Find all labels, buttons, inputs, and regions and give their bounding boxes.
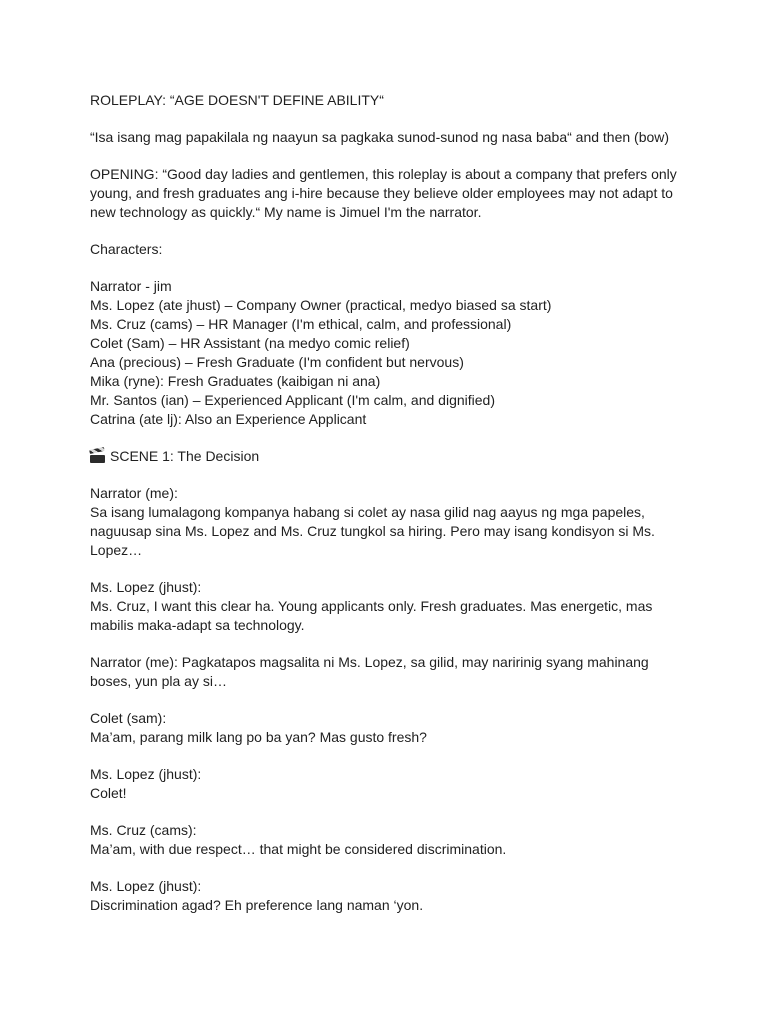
dialogue-block [90,709,730,747]
speaker-label: Narrator (me): [90,485,178,501]
character-item: Ms. Lopez (ate jhust) – Company Owner (practical, medyo biased sa start) [90,297,552,313]
dialogue-line: Ms. Cruz, I want this clear ha. Young applicants only. Fresh graduates. Mas energetic, mas [90,598,653,614]
dialogue-block [90,765,730,803]
scene-title: SCENE 1: The Decision [110,448,260,464]
dialogue-block [90,821,730,859]
dialogue-line: Sa isang lumalagong kompanya habang si colet ay nasa gilid nag aayus ng mga papeles, [90,504,645,520]
document-page [90,91,730,933]
opening-line: OPENING: “Good day ladies and gentlemen, this roleplay is about a company that prefers only [90,166,677,182]
clapperboard-icon [90,450,105,463]
speaker-label: Ms. Lopez (jhust): [90,579,202,595]
speaker-label: Colet (sam): [90,710,167,726]
document-title [90,91,730,110]
scene-heading [90,447,730,466]
characters-heading-text: Characters: [90,241,163,257]
dialogue-block [90,877,730,915]
intro-text: “Isa isang mag papakilala ng naayun sa pagkaka sunod-sunod ng nasa baba“ and then (bow) [90,129,670,145]
dialogue-block [90,484,730,560]
speaker-label: Ms. Lopez (jhust): [90,766,202,782]
character-item: Narrator - jim [90,278,172,294]
dialogue-block [90,578,730,635]
dialogue-line: Ma’am, parang milk lang po ba yan? Mas gusto fresh? [90,729,427,745]
dialogue-line: Lopez… [90,542,143,558]
dialogue-line: Ma’am, with due respect… that might be considered discrimination. [90,841,507,857]
character-item: Ana (precious) – Fresh Graduate (I'm confident but nervous) [90,354,464,370]
character-item: Ms. Cruz (cams) – HR Manager (I'm ethical, calm, and professional) [90,316,512,332]
opening-line: new technology as quickly.“ My name is Jimuel I'm the narrator. [90,204,482,220]
dialogue-line: Narrator (me): Pagkatapos magsalita ni Ms. Lopez, sa gilid, may naririnig syang mahinang [90,654,649,670]
character-item: Catrina (ate lj): Also an Experience Applicant [90,411,367,427]
opening-line: young, and fresh graduates ang i-hire because they believe older employees may not adapt to [90,185,673,201]
dialogue-list [90,484,730,915]
dialogue-line: naguusap sina Ms. Lopez and Ms. Cruz tungkol sa hiring. Pero may isang kondisyon si Ms. [90,523,655,539]
speaker-label: Ms. Cruz (cams): [90,822,197,838]
dialogue-line: mabilis maka-adapt sa technology. [90,617,305,633]
intro-paragraph [90,128,730,147]
dialogue-line: Colet! [90,785,127,801]
character-item: Colet (Sam) – HR Assistant (na medyo comic relief) [90,335,410,351]
dialogue-line: boses, yun pla ay si… [90,673,227,689]
dialogue-line: Discrimination agad? Eh preference lang naman ‘yon. [90,897,424,913]
title-text: ROLEPLAY: “AGE DOESN'T DEFINE ABILITY“ [90,92,384,108]
opening-paragraph [90,165,730,222]
speaker-label: Ms. Lopez (jhust): [90,878,202,894]
dialogue-block [90,653,730,691]
character-item: Mr. Santos (ian) – Experienced Applicant (I'm calm, and dignified) [90,392,495,408]
character-item: Mika (ryne): Fresh Graduates (kaibigan ni ana) [90,373,381,389]
characters-heading [90,240,730,259]
character-list [90,277,730,429]
